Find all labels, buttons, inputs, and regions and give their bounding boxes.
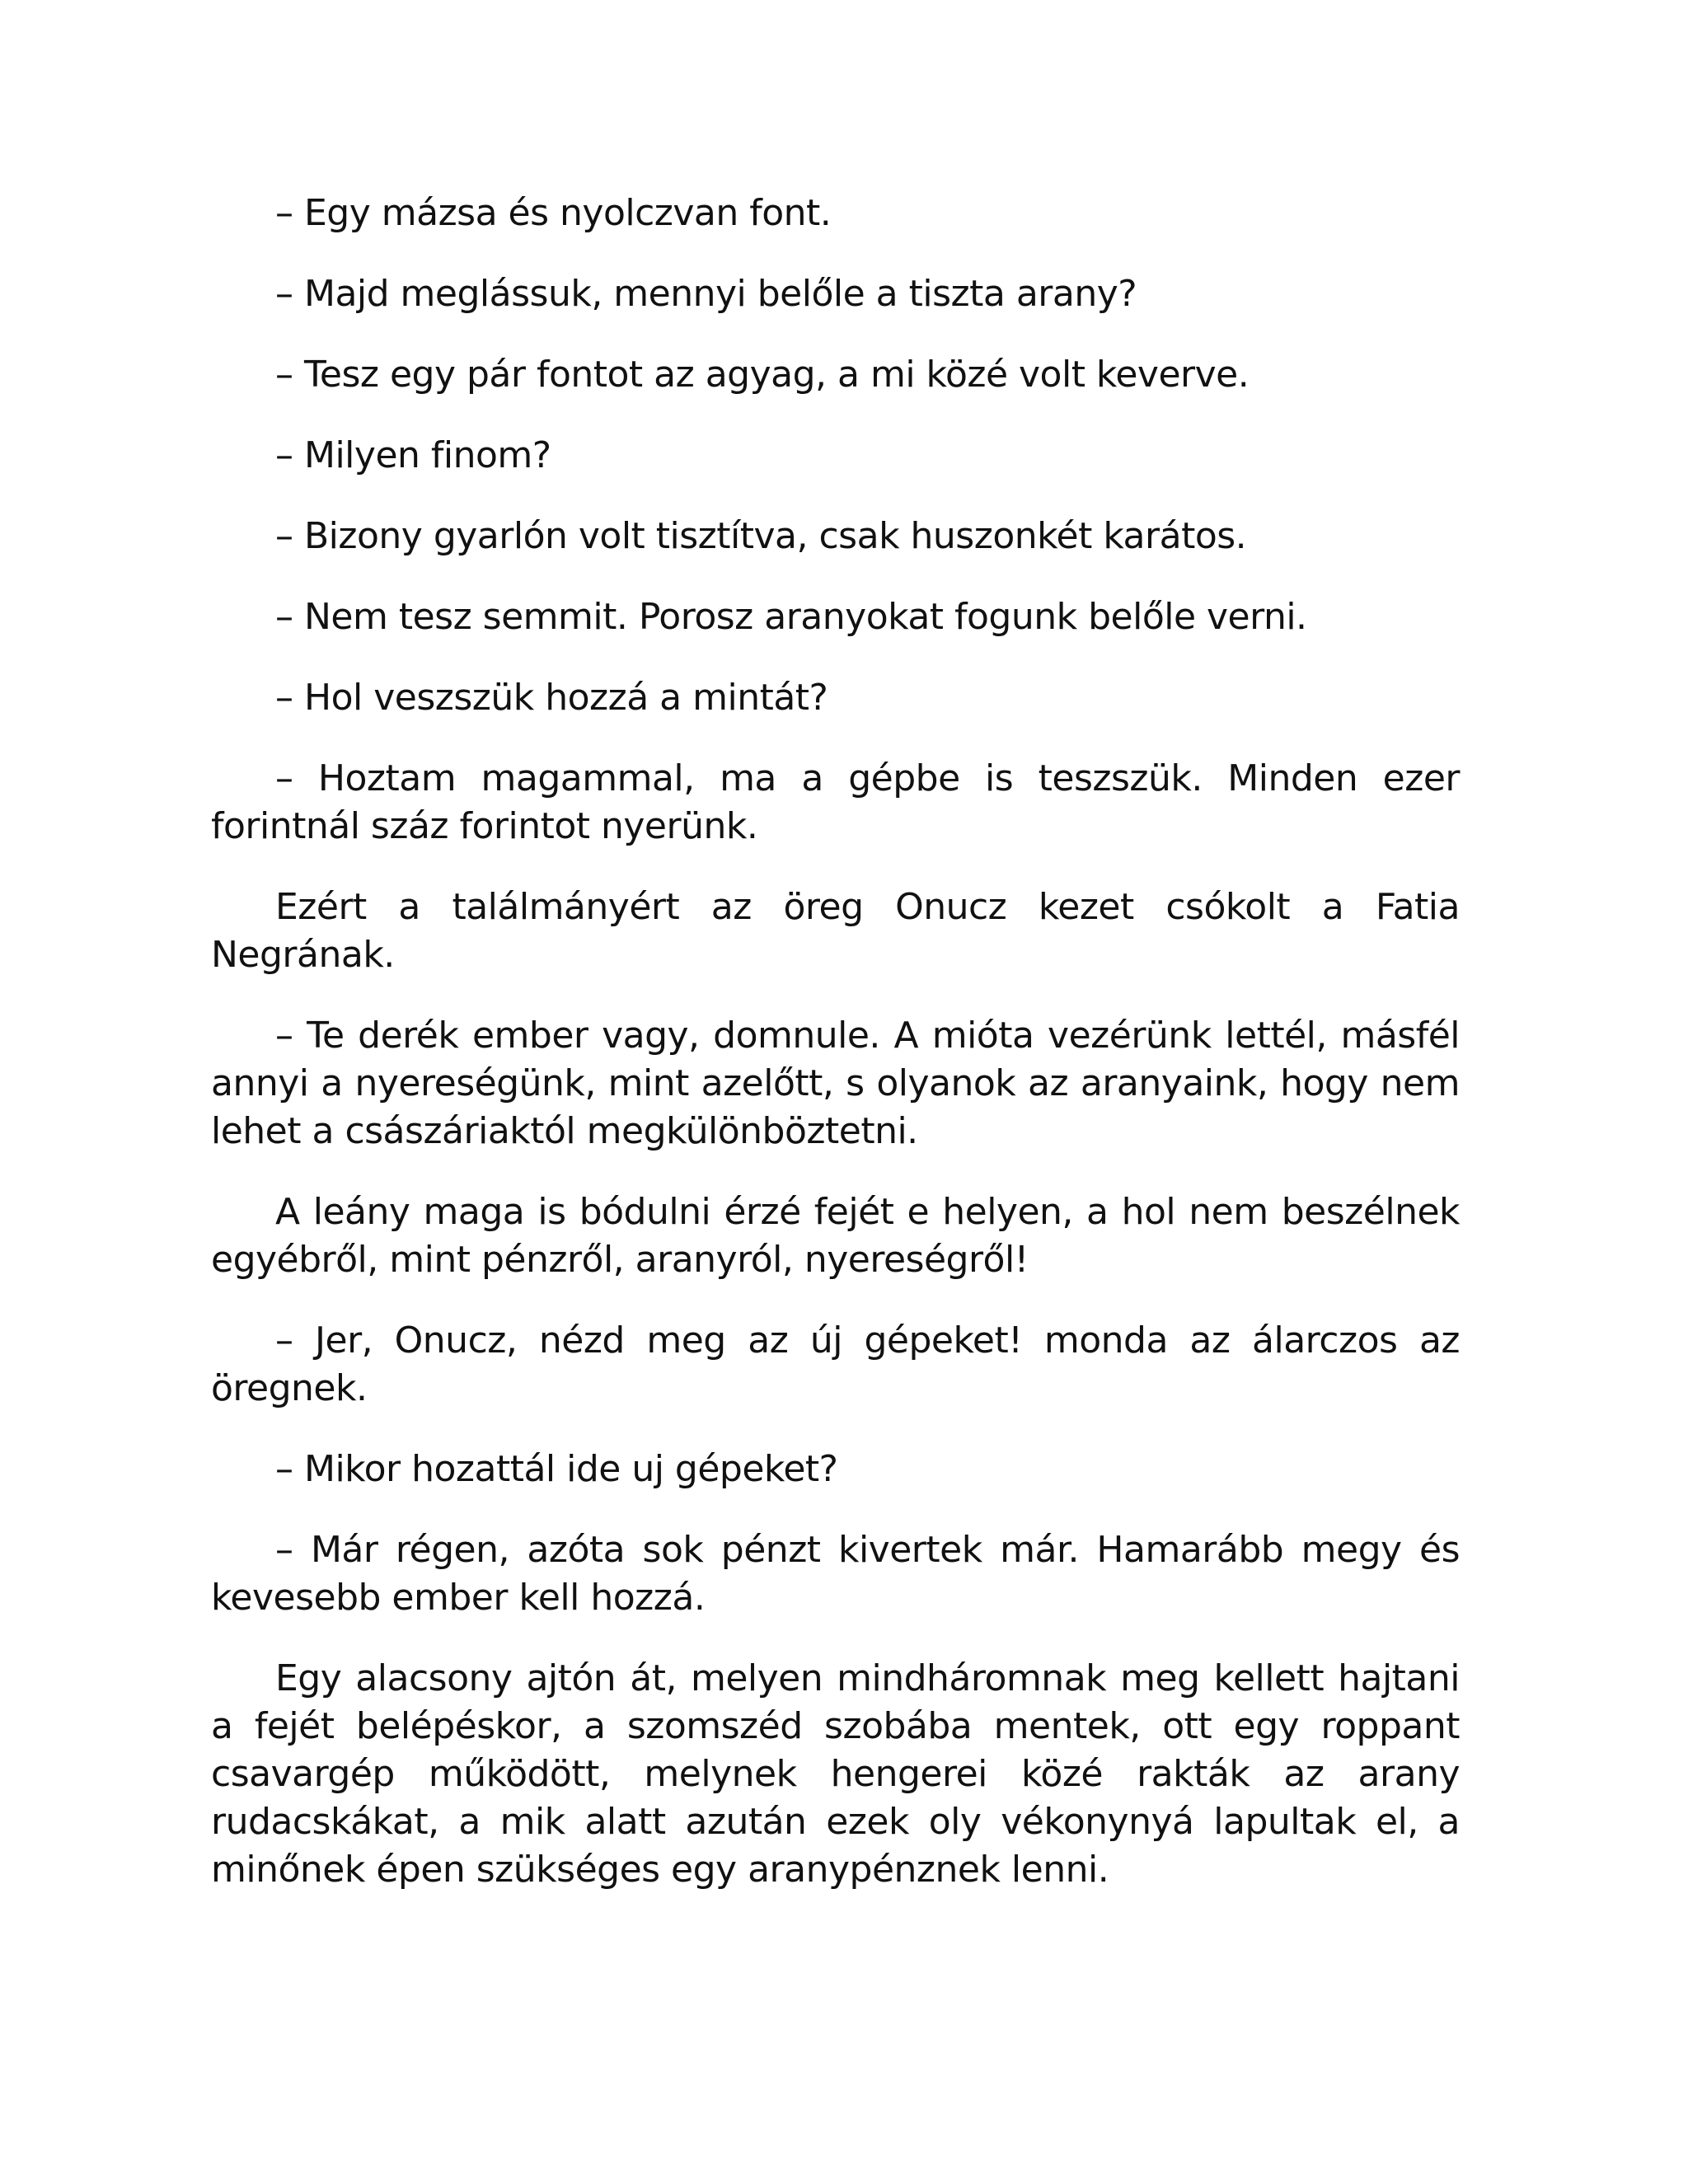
paragraph: Egy alacsony ajtón át, melyen mindháromnak meg kellett hajtani a fejét belépéskor, a szomszéd szobába mentek, ott egy roppant csavargép működött, melynek hengerei közé rakták az arany rudacskákat, a mik alatt azután ezek oly vékonynyá lapultak el, a minőnek épen szükséges egy aranypénznek lenni.: [211, 1657, 1460, 1891]
paragraph: – Bizony gyarlón volt tisztítva, csak huszonkét karátos.: [275, 515, 1247, 557]
paragraph: – Már régen, azóta sok pénzt kivertek már. Hamarább megy és kevesebb ember kell hozzá.: [211, 1529, 1460, 1619]
paragraph: A leány maga is bódulni érzé fejét e helyen, a hol nem beszélnek egyébről, mint pénzről, aranyról, nyereségről!: [211, 1191, 1460, 1281]
paragraph: – Hoztam magammal, ma a gépbe is teszszük. Minden ezer forintnál száz forintot nyerünk.: [211, 757, 1460, 847]
paragraph: – Te derék ember vagy, domnule. A mióta vezérünk lettél, másfél annyi a nyereségünk, mint azelőtt, s olyanok az aranyaink, hogy nem lehet a császáriaktól megkülönböztetni.: [211, 1015, 1460, 1152]
paragraph: Ezért a találmányért az öreg Onucz kezet csókolt a Fatia Negrának.: [211, 886, 1460, 976]
paragraph: – Majd meglássuk, mennyi belőle a tiszta arany?: [275, 273, 1137, 315]
paragraph: – Nem tesz semmit. Porosz aranyokat fogunk belőle verni.: [275, 596, 1307, 638]
paragraph: – Egy mázsa és nyolczvan font.: [275, 192, 832, 234]
paragraph: – Tesz egy pár fontot az agyag, a mi közé volt keverve.: [275, 354, 1250, 396]
paragraph: – Jer, Onucz, nézd meg az új gépeket! monda az álarczos az öregnek.: [211, 1319, 1460, 1409]
paragraph: – Milyen finom?: [275, 434, 551, 476]
document-page: [211, 190, 1460, 1894]
paragraph: – Mikor hozattál ide uj gépeket?: [275, 1448, 838, 1490]
paragraph: – Hol veszszük hozzá a mintát?: [275, 677, 828, 719]
